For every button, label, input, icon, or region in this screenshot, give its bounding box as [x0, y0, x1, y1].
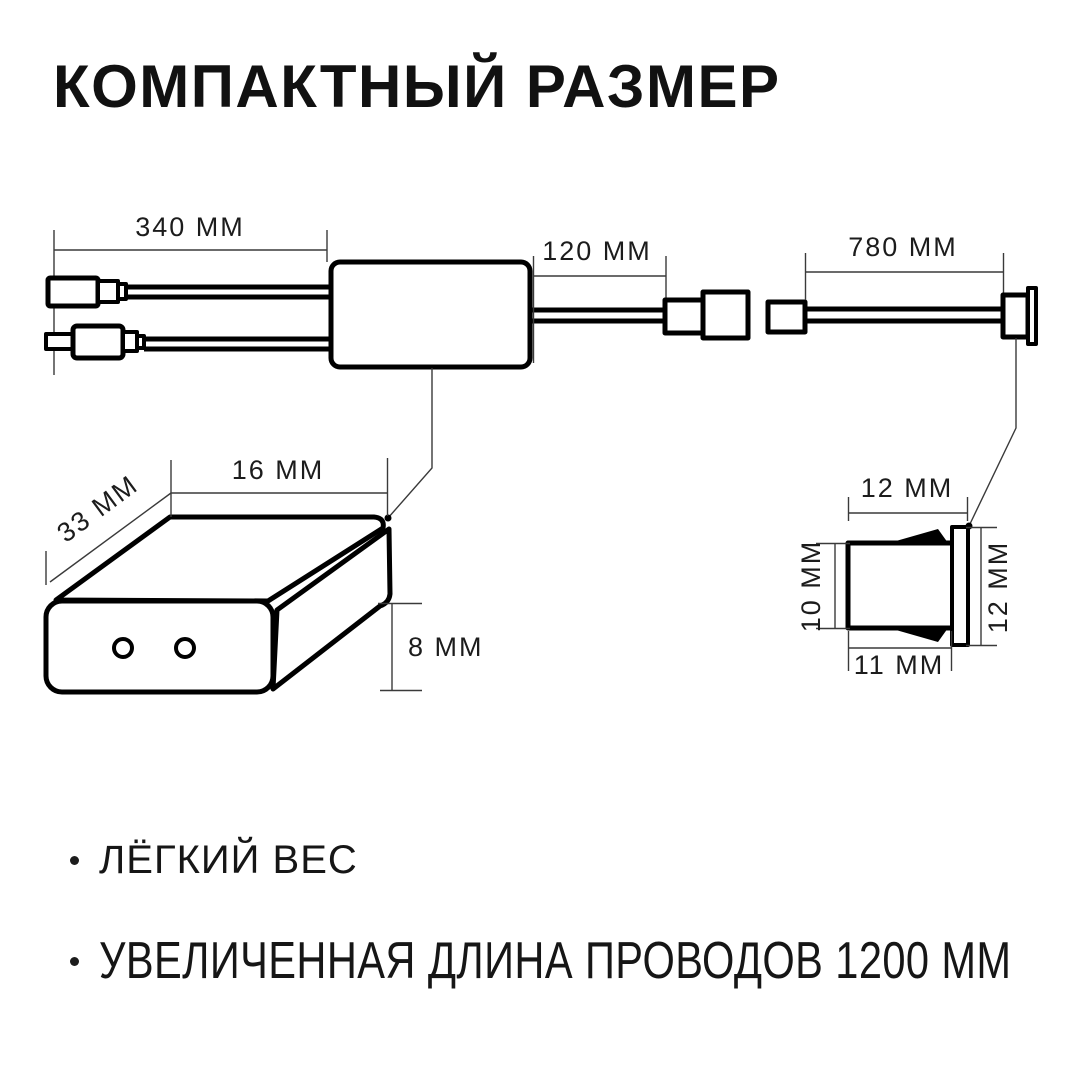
cable-assembly-drawing: [46, 212, 1036, 375]
page-title: КОМПАКТНЫЙ РАЗМЕР: [53, 53, 781, 120]
dimension-780mm-label: 780 MM: [848, 232, 958, 262]
sensor-cable-connector: [768, 302, 1003, 332]
dimension-16mm: [171, 455, 388, 516]
dimension-340mm-label: 340 MM: [135, 212, 245, 242]
dimension-120mm: [534, 236, 667, 363]
dimension-8mm-label: 8 MM: [408, 632, 484, 662]
dimension-sensor-12mm-right: [966, 528, 1013, 646]
feature-text: ЛЁГКИЙ ВЕС: [99, 838, 358, 882]
dimension-sensor-12mm-top-label: 12 MM: [860, 473, 954, 503]
dimension-sensor-10mm-label: 10 MM: [796, 539, 826, 633]
mounting-hole-right: [176, 639, 194, 657]
dimension-8mm: [378, 604, 484, 691]
mounting-hole-left: [114, 639, 132, 657]
dimension-sensor-12mm-top: [849, 473, 968, 521]
sensor-body: [848, 543, 953, 628]
sensor-head: [1003, 288, 1036, 344]
controller-box: [331, 262, 530, 367]
feature-list: [70, 838, 1050, 1031]
controller-front-face: [46, 601, 273, 692]
sensor-detail-drawing: [796, 473, 1013, 680]
lower-plug: [46, 326, 333, 358]
dimension-780mm: [806, 232, 1004, 300]
sensor-clip-bottom: [889, 628, 948, 642]
controller-box-3d-drawing: [46, 455, 484, 692]
dimension-120mm-label: 120 MM: [542, 236, 652, 266]
dimension-sensor-11mm-label: 11 MM: [853, 650, 945, 680]
feature-item-wire-length: [70, 931, 1050, 991]
dimension-sensor-10mm: [796, 540, 850, 633]
controller-leader-line: [385, 368, 433, 522]
dimension-33mm-label: 33 MM: [51, 469, 144, 549]
output-wire: [530, 310, 667, 321]
dimension-sensor-12mm-right-label: 12 MM: [983, 540, 1013, 634]
bullet-dot: [70, 856, 79, 865]
connector-pair: [665, 292, 748, 338]
upper-plug: [48, 278, 333, 306]
feature-item-light-weight: [70, 838, 1050, 883]
bullet-dot: [70, 957, 79, 966]
sensor-flange: [952, 527, 968, 645]
sensor-clip-top: [889, 529, 948, 543]
feature-text: УВЕЛИЧЕННАЯ ДЛИНА ПРОВОДОВ 1200 ММ: [99, 932, 1012, 990]
sensor-leader-line: [966, 338, 1017, 530]
dimension-16mm-label: 16 MM: [231, 455, 325, 485]
